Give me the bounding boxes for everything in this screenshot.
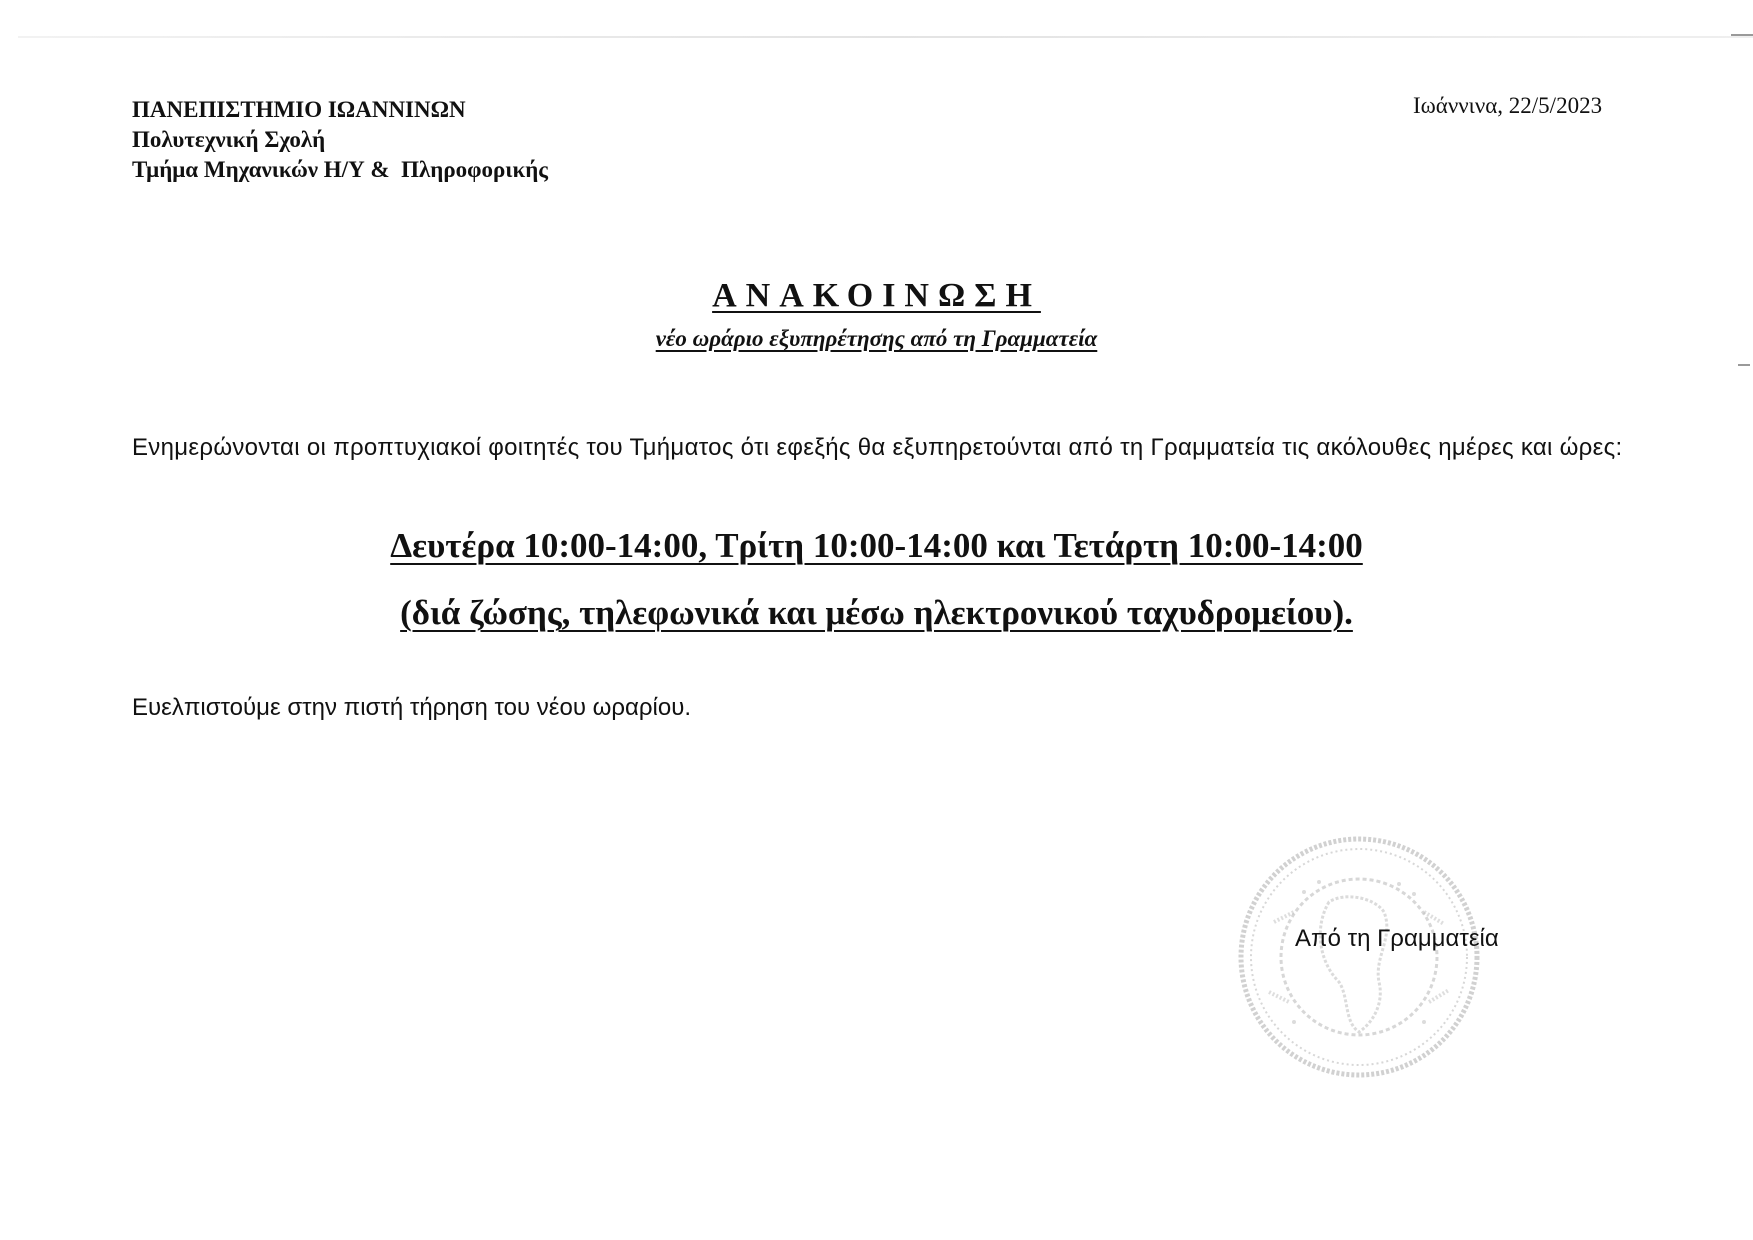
university-name: ΠΑΝΕΠΙΣΤΗΜΙΟ ΙΩΑΝΝΙΝΩΝ — [132, 97, 466, 122]
signature-line: Από τη Γραμματεία — [1295, 925, 1499, 952]
closing-sentence: Ευελπιστούμε στην πιστή τήρηση του νέου ωραρίου. — [132, 694, 692, 721]
scan-side-mark — [1738, 364, 1750, 366]
university-seal-stamp-icon — [1234, 832, 1484, 1082]
announcement-body: Ενημερώνονται οι προπτυχιακοί φοιτητές του Τμήματος ότι εφεξής θα εξυπηρετούνται από τη Γραμματεία τις ακόλουθες ημέρες και ώρες: — [132, 434, 1623, 461]
announcement-title: ΑΝΑΚΟΙΝΩΣΗ — [712, 277, 1041, 314]
letterhead — [132, 95, 548, 185]
department-name: Τμήμα Μηχανικών Η/Υ & Πληροφορικής — [132, 157, 548, 182]
service-modes: (διά ζώσης, τηλεφωνικά και μέσω ηλεκτρονικού ταχυδρομείου). — [400, 593, 1353, 632]
scan-top-edge — [18, 36, 1753, 38]
office-hours-schedule: Δευτέρα 10:00-14:00, Τρίτη 10:00-14:00 και Τετάρτη 10:00-14:00 — [390, 526, 1363, 565]
place-date: Ιωάννινα, 22/5/2023 — [1413, 93, 1603, 118]
school-name: Πολυτεχνική Σχολή — [132, 127, 326, 152]
scan-corner-mark — [1731, 34, 1753, 46]
announcement-subtitle: νέο ωράριο εξυπηρέτησης από τη Γραμματεία — [655, 326, 1098, 351]
